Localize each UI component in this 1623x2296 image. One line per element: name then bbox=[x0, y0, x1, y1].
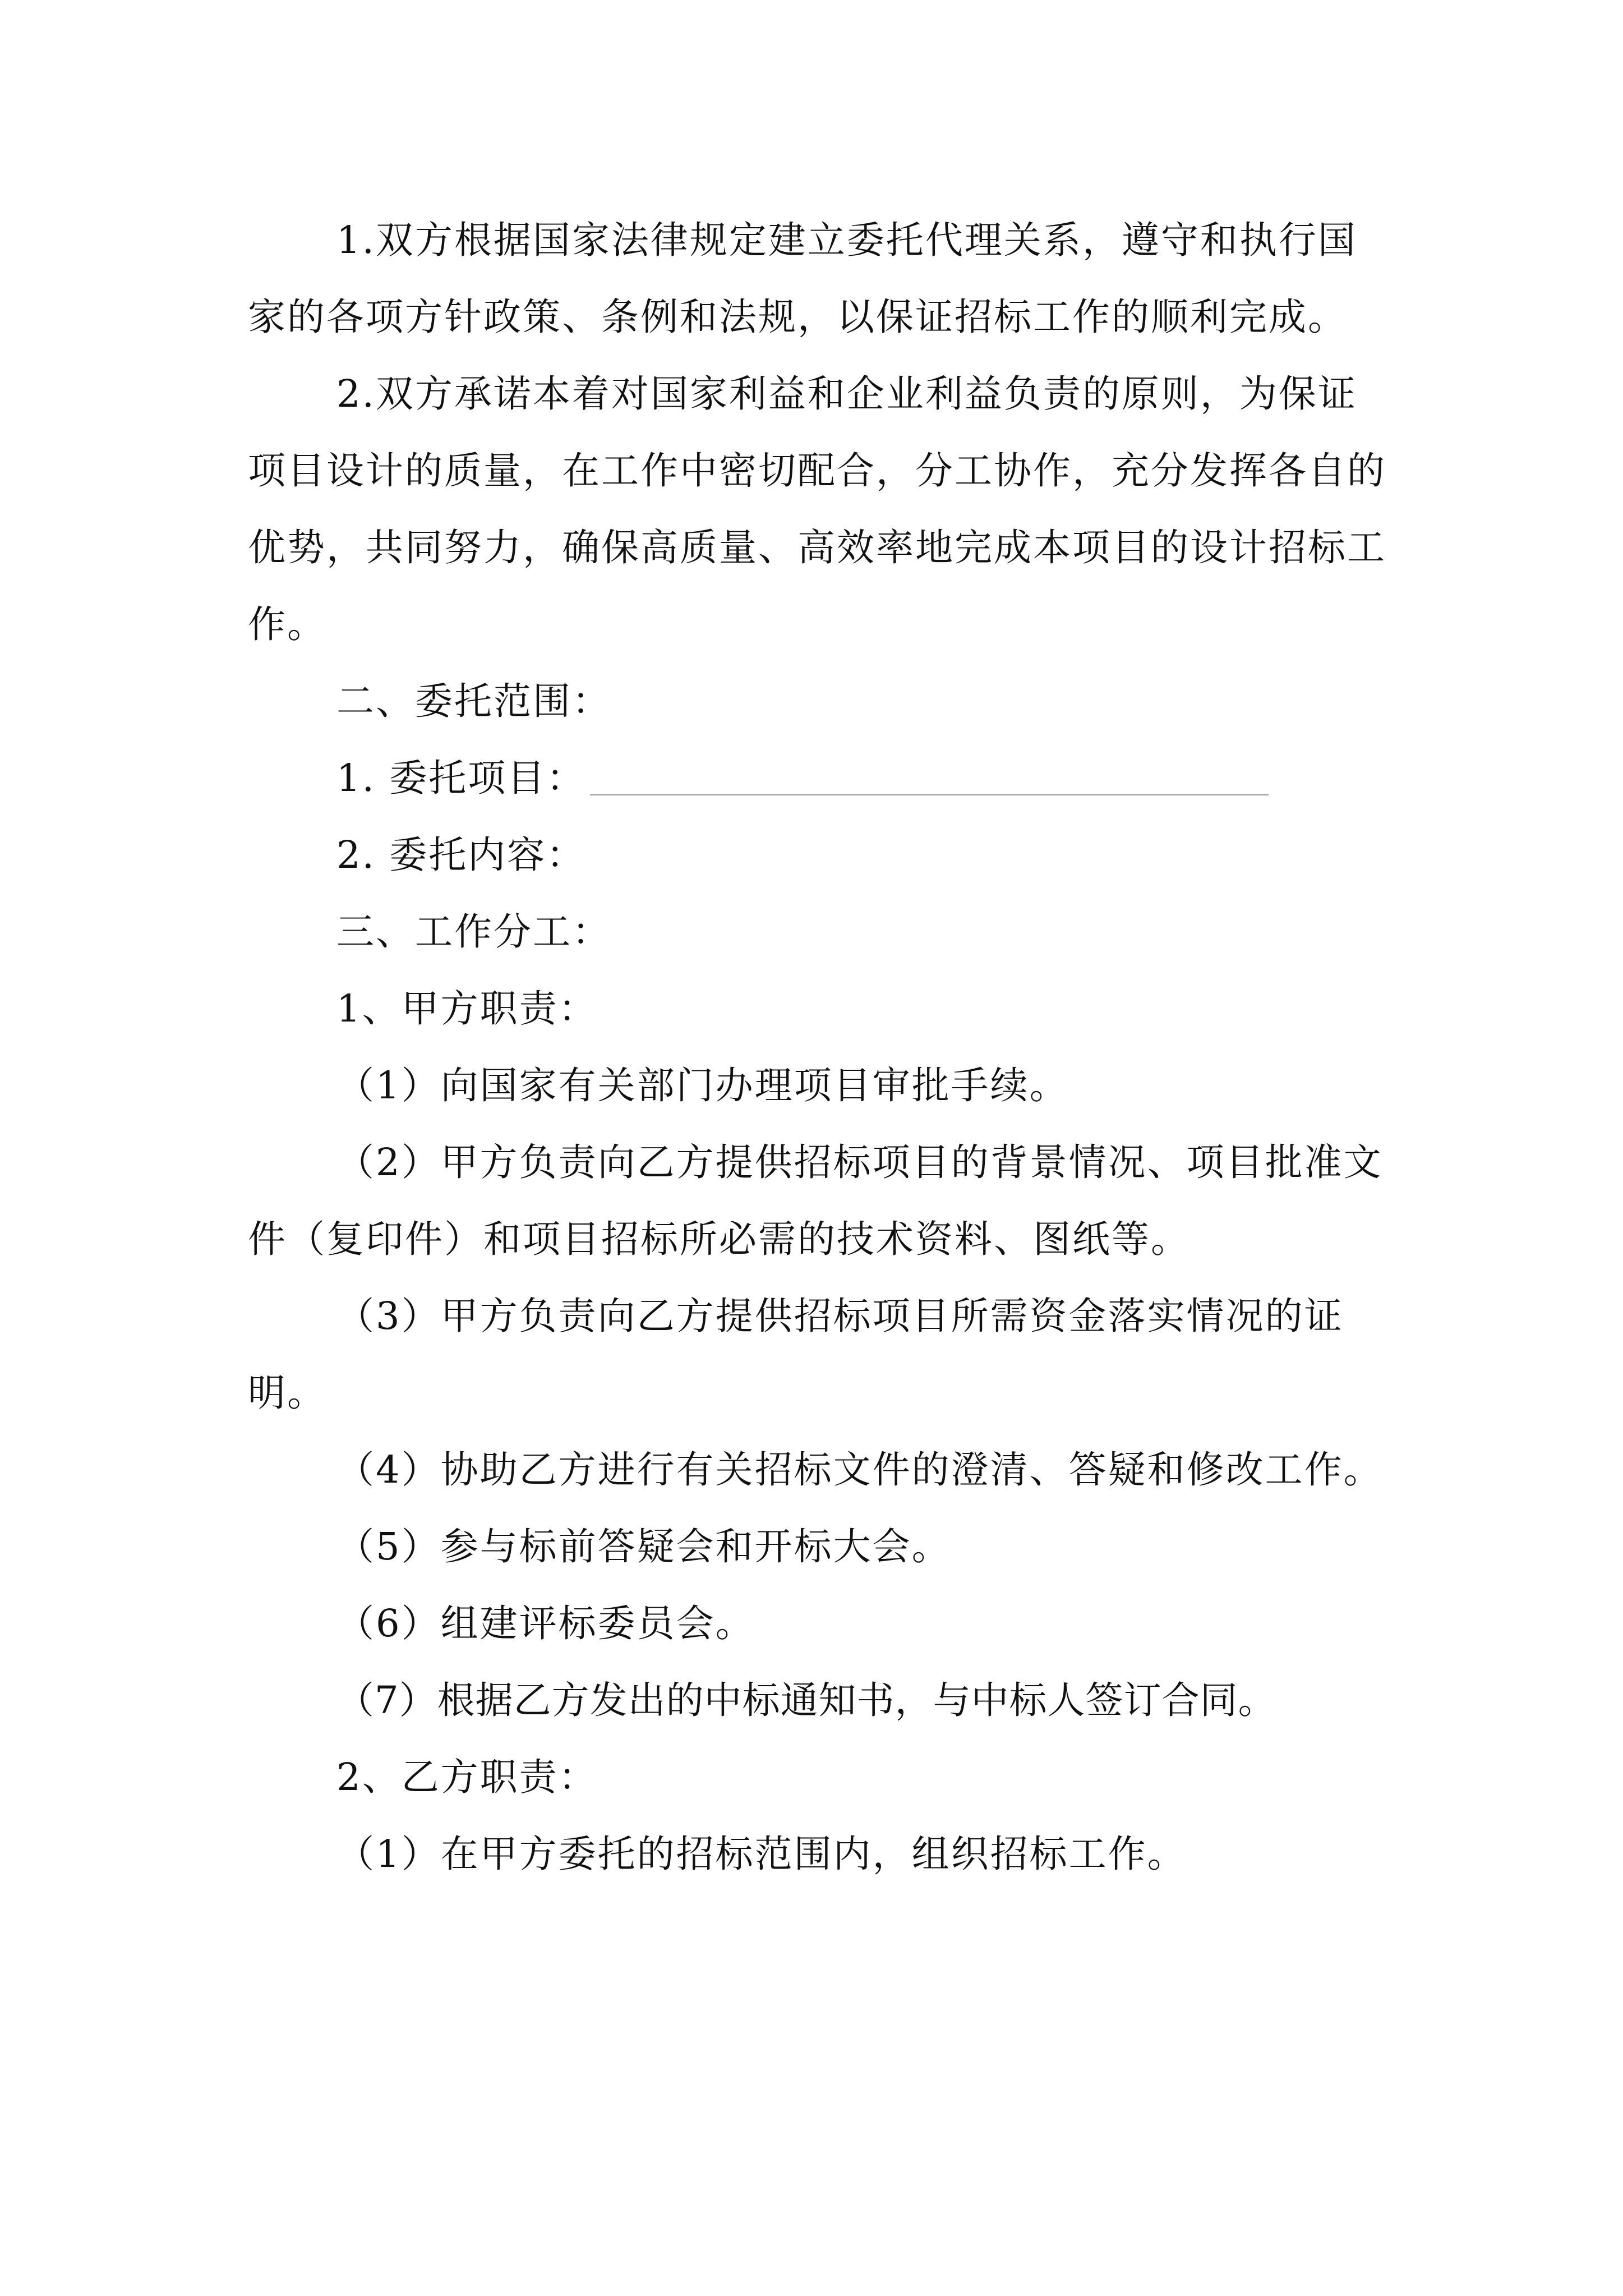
party-a-duty-3: （3）甲方负责向乙方提供招标项目所需资金落实情况的证明。 bbox=[248, 1294, 1344, 1415]
party-a-duty-1: （1）向国家有关部门办理项目审批手续。 bbox=[336, 1064, 1069, 1107]
party-a-duty-4: （4）协助乙方进行有关招标文件的澄清、答疑和修改工作。 bbox=[336, 1448, 1383, 1492]
document-body bbox=[248, 202, 1386, 1893]
entrusted-project-label: 1. 委托项目： bbox=[336, 756, 586, 800]
party-a-duty-2: （2）甲方负责向乙方提供招标项目的背景情况、项目批准文件（复印件）和项目招标所必需的技术资料、图纸等。 bbox=[248, 1140, 1383, 1261]
entrusted-content-line: 2. 委托内容： bbox=[336, 833, 586, 877]
party-a-duty-7: （7）根据乙方发出的中标通知书，与中标人签订合同。 bbox=[336, 1678, 1276, 1722]
party-a-duty-6: （6）组建评标委员会。 bbox=[336, 1602, 755, 1645]
clause-2-paragraph: 2.双方承诺本着对国家利益和企业利益负责的原则，为保证项目设计的质量，在工作中密切配合，分工协作，充分发挥各自的优势，共同努力，确保高质量、高效率地完成本项目的设计招标工作。 bbox=[248, 372, 1386, 646]
party-b-duties-heading: 2、乙方职责： bbox=[336, 1755, 598, 1799]
clause-1-paragraph: 1.双方根据国家法律规定建立委托代理关系，遵守和执行国家的各项方针政策、条例和法规，以保证招标工作的顺利完成。 bbox=[248, 218, 1357, 339]
section-3-heading: 三、工作分工： bbox=[336, 910, 611, 954]
entrusted-project-blank bbox=[590, 794, 1269, 795]
section-2-heading: 二、委托范围： bbox=[336, 679, 611, 723]
party-b-duty-1: （1）在甲方委托的招标范围内，组织招标工作。 bbox=[336, 1832, 1187, 1876]
party-a-duties-heading: 1、甲方职责： bbox=[336, 987, 598, 1030]
party-a-duty-5: （5）参与标前答疑会和开标大会。 bbox=[336, 1525, 951, 1568]
entrusted-project-line bbox=[248, 740, 1386, 817]
